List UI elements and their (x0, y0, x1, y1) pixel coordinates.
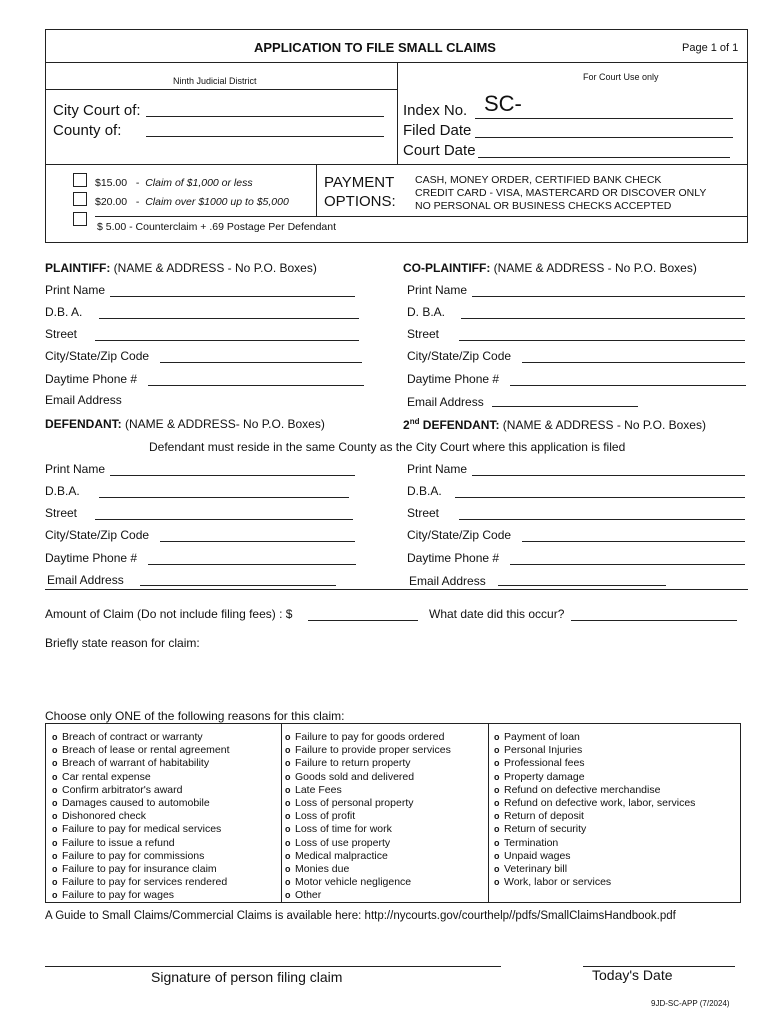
index-prefix: SC- (484, 91, 522, 116)
divider (281, 723, 282, 903)
reason-option[interactable]: o Failure to pay for commissions (52, 850, 230, 863)
county-field[interactable] (146, 136, 384, 137)
defendant2-city-field[interactable] (522, 541, 745, 542)
coplaintiff-heading: CO-PLAINTIFF: (NAME & ADDRESS - No P.O. Boxes) (403, 261, 697, 275)
fee-20-checkbox[interactable] (73, 192, 87, 206)
city-court-field[interactable] (146, 116, 384, 117)
reason-option[interactable]: o Car rental expense (52, 771, 230, 784)
fee-15: $15.00 - Claim of $1,000 or less (95, 177, 253, 189)
coplaintiff-dba-field[interactable] (461, 318, 745, 319)
divider (397, 62, 398, 164)
filed-date-field[interactable] (475, 137, 733, 138)
reason-option[interactable]: o Failure to pay for insurance claim (52, 863, 230, 876)
reason-option[interactable]: o Late Fees (285, 784, 451, 797)
coplaintiff-phone-label: Daytime Phone # (407, 372, 500, 386)
reason-option[interactable]: o Failure to pay for medical services (52, 823, 230, 836)
plaintiff-name-field[interactable] (110, 296, 355, 297)
reason-option[interactable]: o Failure to pay for services rendered (52, 876, 230, 889)
coplaintiff-dba-label: D. B.A. (407, 305, 446, 319)
defendant-phone-label: Daytime Phone # (45, 551, 138, 565)
reason-option[interactable]: o Refund on defective merchandise (494, 784, 695, 797)
reason-option[interactable]: o Failure to issue a refund (52, 837, 230, 850)
coplaintiff-city-field[interactable] (522, 362, 745, 363)
coplaintiff-email-field[interactable] (492, 406, 638, 407)
plaintiff-email-label: Email Address (45, 393, 122, 407)
defendant2-city-label: City/State/Zip Code (407, 528, 512, 542)
divider (316, 164, 317, 216)
defendant2-dba-label: D.B.A. (407, 484, 442, 498)
claim-amount-field[interactable] (308, 620, 418, 621)
plaintiff-street-label: Street (45, 327, 78, 341)
reason-option[interactable]: o Confirm arbitrator's award (52, 784, 230, 797)
reason-option[interactable]: o Termination (494, 837, 695, 850)
court-use-label: For Court Use only (583, 72, 659, 82)
choose-reason-label: Choose only ONE of the following reasons for this claim: (45, 709, 345, 723)
defendant-residency-note: Defendant must reside in the same County as the City Court where this application is filed (149, 440, 626, 454)
defendant2-phone-field[interactable] (510, 564, 745, 565)
defendant2-email-field[interactable] (498, 585, 666, 586)
reason-option[interactable]: o Motor vehicle negligence (285, 876, 451, 889)
reason-option[interactable]: o Failure to pay for wages (52, 889, 230, 902)
plaintiff-name-label: Print Name (45, 283, 106, 297)
defendant-dba-label: D.B.A. (45, 484, 80, 498)
plaintiff-dba-field[interactable] (99, 318, 359, 319)
counterclaim-checkbox[interactable] (73, 212, 87, 226)
coplaintiff-street-label: Street (407, 327, 440, 341)
court-date-label: Court Date (403, 142, 476, 159)
reason-option[interactable]: o Breach of contract or warranty (52, 731, 230, 744)
reason-option[interactable]: o Work, labor or services (494, 876, 695, 889)
claim-date-field[interactable] (571, 620, 737, 621)
coplaintiff-email-label: Email Address (407, 395, 484, 409)
county-label: County of: (53, 122, 122, 139)
payment-options-label: PAYMENT OPTIONS: (324, 174, 396, 210)
divider (45, 89, 397, 90)
defendant2-name-field[interactable] (472, 475, 745, 476)
reason-option[interactable]: o Personal Injuries (494, 744, 695, 757)
payment-methods: CASH, MONEY ORDER, CERTIFIED BANK CHECK CREDIT CARD - VISA, MASTERCARD OR DISCOVER ONLY NO PERSONAL OR BUSINESS CHECKS ACCEPTED (415, 174, 707, 212)
page-number: Page 1 of 1 (682, 42, 739, 54)
city-court-label: City Court of: (53, 102, 141, 119)
coplaintiff-city-label: City/State/Zip Code (407, 349, 512, 363)
divider (95, 216, 748, 217)
defendant-street-label: Street (45, 506, 78, 520)
form-id: 9JD-SC-APP (7/2024) (651, 999, 730, 1008)
reason-option[interactable]: o Failure to return property (285, 757, 451, 770)
defendant2-heading: 2nd DEFENDANT: (NAME & ADDRESS - No P.O. Boxes) (403, 417, 706, 432)
plaintiff-city-label: City/State/Zip Code (45, 349, 150, 363)
defendant2-email-label: Email Address (409, 574, 486, 588)
defendant-city-label: City/State/Zip Code (45, 528, 150, 542)
reason-option[interactable]: o Refund on defective work, labor, services (494, 797, 695, 810)
defendant2-street-field[interactable] (459, 519, 745, 520)
plaintiff-dba-label: D.B. A. (45, 305, 83, 319)
reason-option[interactable]: o Loss of use property (285, 837, 451, 850)
reason-option[interactable]: o Loss of time for work (285, 823, 451, 836)
plaintiff-phone-field[interactable] (148, 385, 364, 386)
defendant-street-field[interactable] (95, 519, 353, 520)
filed-date-label: Filed Date (403, 122, 472, 139)
plaintiff-city-field[interactable] (160, 362, 362, 363)
reason-option[interactable]: o Damages caused to automobile (52, 797, 230, 810)
reason-option[interactable]: o Breach of lease or rental agreement (52, 744, 230, 757)
defendant2-name-label: Print Name (407, 462, 468, 476)
reasons-col-3 (494, 731, 695, 889)
defendant-dba-field[interactable] (99, 497, 349, 498)
reason-option[interactable]: o Failure to pay for goods ordered (285, 731, 451, 744)
signature-label: Signature of person filing claim (151, 969, 343, 985)
reason-option[interactable]: o Breach of warrant of habitability (52, 757, 230, 770)
defendant-name-field[interactable] (110, 475, 355, 476)
reason-option[interactable]: o Monies due (285, 863, 451, 876)
reason-option[interactable]: o Medical malpractice (285, 850, 451, 863)
district-label: Ninth Judicial District (173, 76, 257, 86)
defendant-email-field[interactable] (140, 585, 336, 586)
court-date-field[interactable] (478, 157, 730, 158)
defendant-city-field[interactable] (160, 541, 355, 542)
index-label: Index No. (403, 102, 468, 119)
claim-date-label: What date did this occur? (429, 607, 565, 621)
coplaintiff-name-field[interactable] (472, 296, 745, 297)
fee-15-checkbox[interactable] (73, 173, 87, 187)
defendant-email-label: Email Address (47, 573, 124, 587)
plaintiff-heading: PLAINTIFF: (NAME & ADDRESS - No P.O. Boxes) (45, 261, 317, 275)
coplaintiff-phone-field[interactable] (510, 385, 746, 386)
coplaintiff-name-label: Print Name (407, 283, 468, 297)
guide-link-text: A Guide to Small Claims/Commercial Claims is available here: http://nycourts.gov/courthelp//pdfs/SmallClaimsHandbook.pdf (45, 910, 676, 922)
reasons-col-2 (285, 731, 451, 903)
reasons-col-1 (52, 731, 230, 903)
defendant-name-label: Print Name (45, 462, 106, 476)
reason-option[interactable]: o Property damage (494, 771, 695, 784)
defendant2-street-label: Street (407, 506, 440, 520)
fee-counterclaim: $ 5.00 - Counterclaim + .69 Postage Per Defendant (97, 221, 337, 233)
reason-option[interactable]: o Professional fees (494, 757, 695, 770)
reason-option[interactable]: o Return of deposit (494, 810, 695, 823)
fee-20: $20.00 - Claim over $1000 up to $5,000 (95, 196, 289, 208)
divider (45, 164, 748, 165)
reason-option[interactable]: o Failure to provide proper services (285, 744, 451, 757)
reason-option[interactable]: o Goods sold and delivered (285, 771, 451, 784)
reason-option[interactable]: o Payment of loan (494, 731, 695, 744)
todays-date-label: Today's Date (592, 967, 673, 983)
reason-option[interactable]: o Loss of personal property (285, 797, 451, 810)
coplaintiff-street-field[interactable] (459, 340, 745, 341)
reason-option[interactable]: o Dishonored check (52, 810, 230, 823)
defendant2-dba-field[interactable] (455, 497, 745, 498)
reason-option[interactable]: o Loss of profit (285, 810, 451, 823)
defendant2-phone-label: Daytime Phone # (407, 551, 500, 565)
divider (488, 723, 489, 903)
form-title: APPLICATION TO FILE SMALL CLAIMS (254, 40, 496, 55)
signature-line[interactable] (45, 966, 501, 967)
reason-option[interactable]: o Other (285, 889, 451, 902)
plaintiff-phone-label: Daytime Phone # (45, 372, 138, 386)
plaintiff-street-field[interactable] (95, 340, 359, 341)
reason-option[interactable]: o Veterinary bill (494, 863, 695, 876)
claim-reason-label: Briefly state reason for claim: (45, 636, 200, 650)
reason-option[interactable]: o Unpaid wages (494, 850, 695, 863)
divider (45, 589, 748, 590)
defendant-phone-field[interactable] (148, 564, 356, 565)
reason-option[interactable]: o Return of security (494, 823, 695, 836)
claim-amount-label: Amount of Claim (Do not include filing fees) : $ (45, 607, 293, 621)
defendant-heading: DEFENDANT: (NAME & ADDRESS- No P.O. Boxes) (45, 417, 325, 431)
index-field[interactable] (475, 118, 733, 119)
